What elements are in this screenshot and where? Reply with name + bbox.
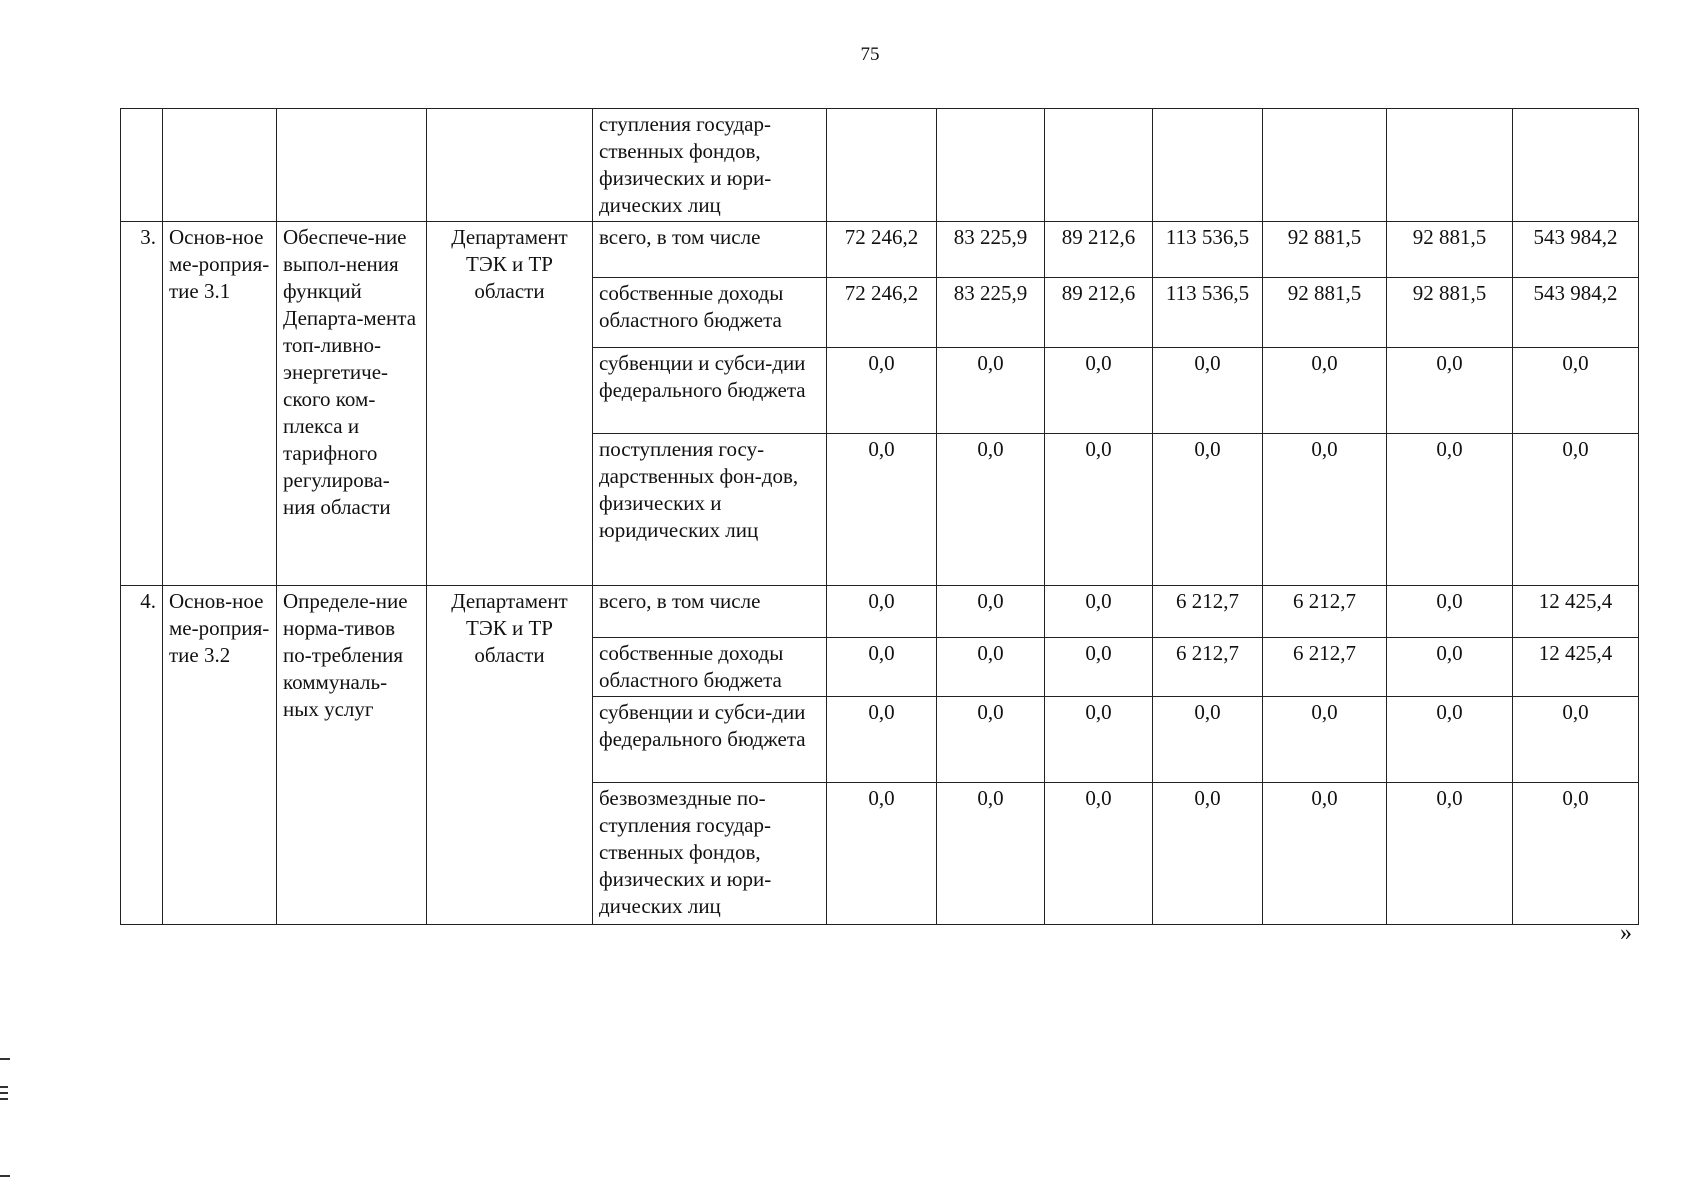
- funding-source: собственные доходы областного бюджета: [593, 278, 827, 348]
- value-cell: 89 212,6: [1045, 222, 1153, 278]
- value-cell: 0,0: [1153, 348, 1263, 434]
- value-cell: 0,0: [1513, 783, 1639, 925]
- scan-margin-tick: [0, 1175, 10, 1177]
- cell-empty: [1153, 109, 1263, 222]
- value-cell: 0,0: [1263, 697, 1387, 783]
- value-cell: 0,0: [937, 434, 1045, 586]
- funding-source: субвенции и субси-дии федерального бюджета: [593, 348, 827, 434]
- value-cell: 0,0: [1153, 434, 1263, 586]
- value-cell: 0,0: [937, 638, 1045, 697]
- page-number: 75: [860, 44, 880, 65]
- value-cell: 12 425,4: [1513, 638, 1639, 697]
- cell-empty: [163, 109, 277, 222]
- value-cell: 0,0: [1045, 434, 1153, 586]
- value-cell: 543 984,2: [1513, 222, 1639, 278]
- value-cell: 0,0: [1263, 348, 1387, 434]
- item-type: Основ-ное ме-роприя-тие 3.2: [163, 586, 277, 925]
- value-cell: 6 212,7: [1153, 638, 1263, 697]
- value-cell: 0,0: [1045, 638, 1153, 697]
- item-executor: Департамент ТЭК и ТР области: [427, 586, 593, 925]
- table-row: [121, 222, 1639, 278]
- value-cell: 0,0: [1045, 783, 1153, 925]
- value-cell: 6 212,7: [1153, 586, 1263, 638]
- item-type: Основ-ное ме-роприя-тие 3.1: [163, 222, 277, 586]
- value-cell: 0,0: [1045, 348, 1153, 434]
- item-executor: Департамент ТЭК и ТР области: [427, 222, 593, 586]
- cell-empty: [937, 109, 1045, 222]
- value-cell: 72 246,2: [827, 278, 937, 348]
- value-cell: 0,0: [827, 697, 937, 783]
- value-cell: 0,0: [1153, 783, 1263, 925]
- value-cell: 0,0: [1387, 434, 1513, 586]
- value-cell: 0,0: [827, 638, 937, 697]
- value-cell: 89 212,6: [1045, 278, 1153, 348]
- item-name: Обеспече-ние выпол-нения функций Департа-мента топ-ливно-энергетиче-ского ком-плекса и тарифного регулирова-ния области: [277, 222, 427, 586]
- cell-empty: [427, 109, 593, 222]
- value-cell: 0,0: [1387, 638, 1513, 697]
- value-cell: 0,0: [1387, 586, 1513, 638]
- value-cell: 72 246,2: [827, 222, 937, 278]
- value-cell: 0,0: [827, 348, 937, 434]
- value-cell: 0,0: [1045, 697, 1153, 783]
- cell-empty: [827, 109, 937, 222]
- value-cell: 0,0: [1387, 783, 1513, 925]
- value-cell: 113 536,5: [1153, 278, 1263, 348]
- value-cell: 0,0: [827, 434, 937, 586]
- scan-margin-tick: [0, 1058, 10, 1060]
- value-cell: 543 984,2: [1513, 278, 1639, 348]
- value-cell: 0,0: [937, 783, 1045, 925]
- value-cell: 0,0: [937, 586, 1045, 638]
- value-cell: 0,0: [937, 348, 1045, 434]
- funding-source: ступления государ-ственных фондов, физических и юри-дических лиц: [593, 109, 827, 222]
- value-cell: 0,0: [827, 783, 937, 925]
- budget-table: [120, 108, 1639, 925]
- funding-source: поступления госу-дарственных фон-дов, физических и юридических лиц: [593, 434, 827, 586]
- value-cell: 0,0: [1263, 434, 1387, 586]
- continuation-row: [121, 109, 1639, 222]
- value-cell: 0,0: [827, 586, 937, 638]
- cell-empty: [1513, 109, 1639, 222]
- value-cell: 0,0: [1153, 697, 1263, 783]
- value-cell: 92 881,5: [1387, 278, 1513, 348]
- item-index: 4.: [121, 586, 163, 925]
- cell-empty: [1263, 109, 1387, 222]
- value-cell: 12 425,4: [1513, 586, 1639, 638]
- value-cell: 92 881,5: [1387, 222, 1513, 278]
- value-cell: 6 212,7: [1263, 586, 1387, 638]
- value-cell: 92 881,5: [1263, 278, 1387, 348]
- value-cell: 0,0: [1513, 697, 1639, 783]
- value-cell: 92 881,5: [1263, 222, 1387, 278]
- value-cell: 0,0: [937, 697, 1045, 783]
- value-cell: 83 225,9: [937, 222, 1045, 278]
- value-cell: 0,0: [1263, 783, 1387, 925]
- funding-source: собственные доходы областного бюджета: [593, 638, 827, 697]
- cell-empty: [1387, 109, 1513, 222]
- table-row: [121, 586, 1639, 638]
- funding-source: субвенции и субси-дии федерального бюджета: [593, 697, 827, 783]
- value-cell: 0,0: [1387, 348, 1513, 434]
- item-name: Определе-ние норма-тивов по-требления коммуналь-ных услуг: [277, 586, 427, 925]
- funding-source: всего, в том числе: [593, 586, 827, 638]
- value-cell: 0,0: [1513, 348, 1639, 434]
- value-cell: 0,0: [1045, 586, 1153, 638]
- scan-margin-tick: [0, 1086, 8, 1088]
- closing-quote-mark: »: [1620, 920, 1632, 946]
- value-cell: 0,0: [1387, 697, 1513, 783]
- value-cell: 0,0: [1513, 434, 1639, 586]
- value-cell: 83 225,9: [937, 278, 1045, 348]
- funding-source: безвозмездные по-ступления государ-ственных фондов, физических и юри-дических лиц: [593, 783, 827, 925]
- cell-empty: [277, 109, 427, 222]
- item-index: 3.: [121, 222, 163, 586]
- scan-margin-tick: [0, 1092, 8, 1094]
- scan-margin-tick: [0, 1098, 8, 1100]
- value-cell: 6 212,7: [1263, 638, 1387, 697]
- cell-empty: [121, 109, 163, 222]
- funding-source: всего, в том числе: [593, 222, 827, 278]
- value-cell: 113 536,5: [1153, 222, 1263, 278]
- cell-empty: [1045, 109, 1153, 222]
